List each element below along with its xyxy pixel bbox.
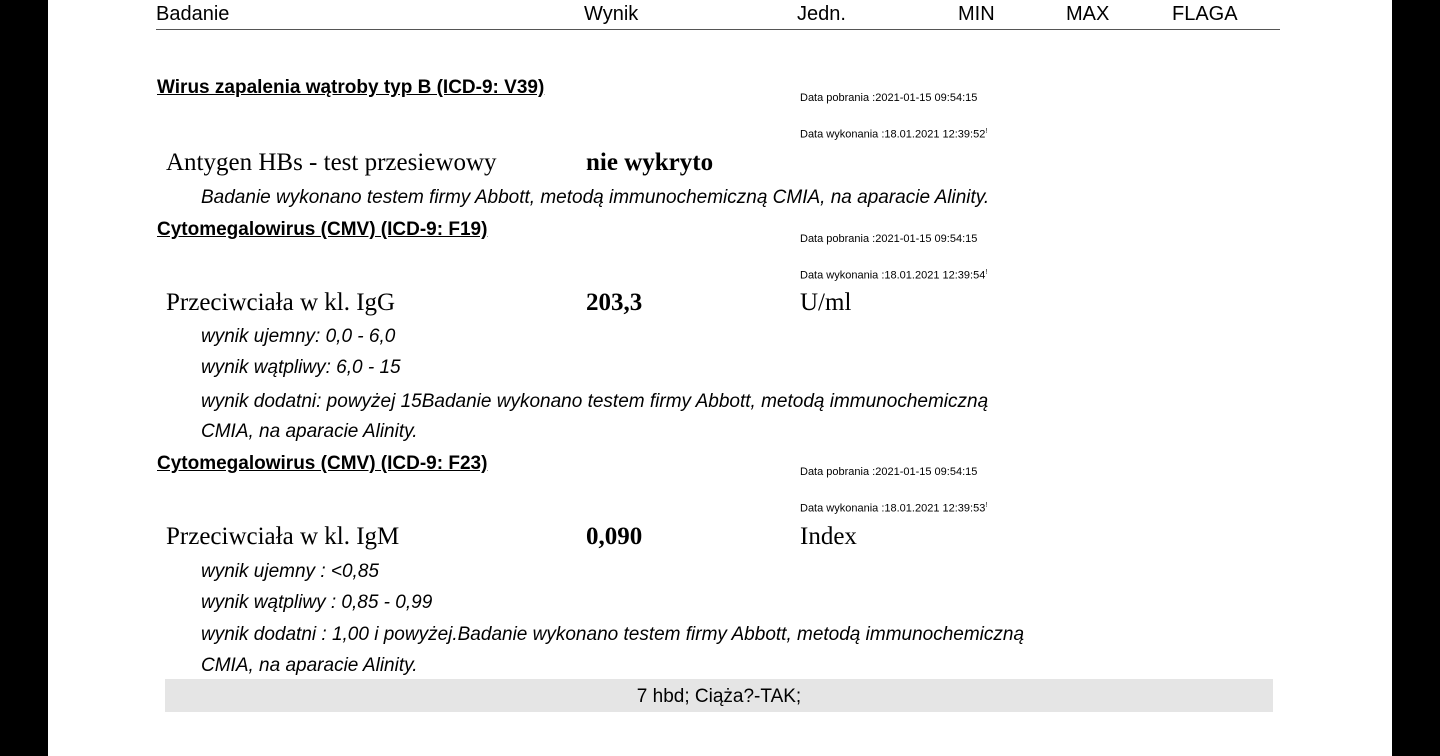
- column-header-test: Badanie: [156, 3, 230, 25]
- result-name-cmv-igg: Przeciwciała w kl. IgG: [166, 289, 396, 316]
- section-title-cmv-igg: Cytomegalowirus (CMV) (ICD-9: F19): [157, 219, 488, 240]
- column-header-flag: FLAGA: [1172, 3, 1238, 25]
- column-header-min: MIN: [958, 3, 995, 25]
- section-title-cmv-igm: Cytomegalowirus (CMV) (ICD-9: F23): [157, 453, 488, 474]
- collection-date: Data pobrania :2021-01-15 09:54:15: [800, 92, 978, 104]
- viewer-right-margin: [1392, 0, 1440, 756]
- result-note: wynik wątpliwy : 0,85 - 0,99: [201, 592, 433, 613]
- order-comment: 7 hbd; Ciąża?-TAK;: [636, 686, 802, 707]
- collection-date: Data pobrania :2021-01-15 09:54:15: [800, 233, 978, 245]
- performed-date-mark: !: [985, 128, 988, 135]
- performed-date: Data wykonania :18.01.2021 12:39:52!: [800, 128, 988, 141]
- result-name-cmv-igm: Przeciwciała w kl. IgM: [166, 523, 400, 550]
- column-header-max: MAX: [1066, 3, 1110, 25]
- viewer-left-margin: [0, 0, 48, 756]
- result-note: wynik dodatni : 1,00 i powyżej.Badanie wykonano testem firmy Abbott, metodą immunochemiczną: [201, 624, 1025, 645]
- result-note: CMIA, na aparacie Alinity.: [201, 421, 418, 442]
- order-comment-bar: [165, 679, 1273, 712]
- performed-date-mark: !: [985, 269, 988, 276]
- result-note: wynik ujemny : <0,85: [201, 561, 379, 582]
- header-divider: [156, 29, 1280, 30]
- result-value-cmv-igg: 203,3: [586, 289, 643, 316]
- result-value-cmv-igm: 0,090: [586, 523, 643, 550]
- column-header-result: Wynik: [584, 3, 639, 25]
- result-name-hbs-antigen: Antygen HBs - test przesiewowy: [166, 149, 497, 176]
- result-note: wynik dodatni: powyżej 15Badanie wykonano testem firmy Abbott, metodą immunochemiczną: [201, 391, 989, 412]
- performed-date: Data wykonania :18.01.2021 12:39:53!: [800, 502, 988, 515]
- result-note: wynik ujemny: 0,0 - 6,0: [201, 326, 396, 347]
- column-header-unit: Jedn.: [797, 3, 846, 25]
- performed-date-mark: !: [985, 502, 988, 509]
- performed-date: Data wykonania :18.01.2021 12:39:54!: [800, 269, 988, 282]
- result-note: Badanie wykonano testem firmy Abbott, metodą immunochemiczną CMIA, na aparacie Alinity.: [201, 187, 990, 208]
- result-value-hbs-antigen: nie wykryto: [586, 149, 714, 176]
- result-unit-cmv-igm: Index: [800, 523, 857, 550]
- collection-date: Data pobrania :2021-01-15 09:54:15: [800, 466, 978, 478]
- result-note: CMIA, na aparacie Alinity.: [201, 655, 418, 676]
- lab-report-page[interactable]: [48, 0, 1392, 756]
- result-note: wynik wątpliwy: 6,0 - 15: [201, 357, 401, 378]
- result-unit-cmv-igg: U/ml: [800, 289, 852, 316]
- section-title-hbv: Wirus zapalenia wątroby typ B (ICD-9: V39): [157, 77, 545, 98]
